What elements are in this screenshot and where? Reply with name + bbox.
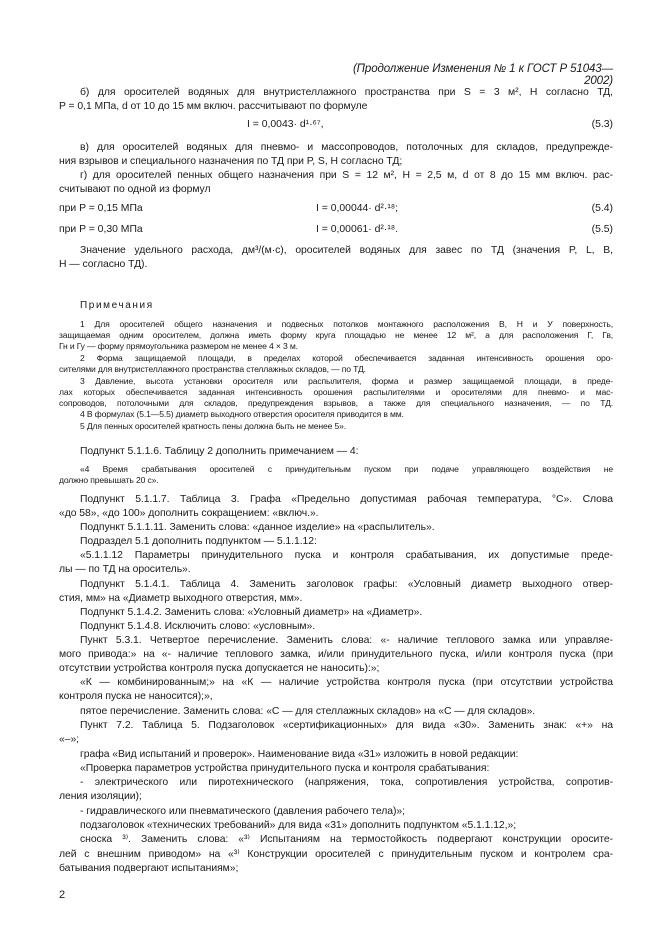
para-v-line-1: в) для оросителей водяных для пневмо- и массопроводов, потолочных для складов, предупрежде- xyxy=(80,142,613,153)
equation-number-5-4: (5.4) xyxy=(591,203,613,214)
formula-5-3: I = 0,0043· d¹·⁶⁷, xyxy=(247,119,324,130)
note-line: 1 Для оросителей общего назначения и подвесных потолков монтажного расположения В, Н и У поверхность, xyxy=(80,319,613,329)
specific-flow-line-2: H — согласно ТД). xyxy=(59,259,148,270)
body-line: Подпункт 5.1.4.8. Исключить слово: «условным». xyxy=(80,621,316,632)
formula-5-5: I = 0,00061· d²·¹⁸. xyxy=(316,224,399,235)
body-line: «К — комбинированным;» на «К — наличие устройства контроля пуска (при отсутствии устройства xyxy=(80,677,613,688)
para-g-line-2: считывают по одной из формул xyxy=(59,184,211,195)
document-header: (Продолжение Изменения № 1 к ГОСТ Р 51043—2002) xyxy=(352,63,613,87)
body-line: Пункт 7.2. Таблица 5. Подзаголовок «сертификационных» для вида «30». Заменить знак: «+» на xyxy=(80,720,613,731)
formula-5-4: I = 0,00044· d²·¹⁸; xyxy=(316,203,399,214)
body-line: Пункт 5.3.1. Четвертое перечисление. Заменить слова: «- наличие теплового замка или управляе- xyxy=(80,635,613,646)
page-number: 2 xyxy=(59,889,66,901)
note-line: 5 Для пенных оросителей кратность пены должна быть не менее 5». xyxy=(80,421,346,431)
body-line: - электрического или пиротехнического (напряжения, тока, сопротивления устройства, сопротив- xyxy=(80,777,613,788)
notes-title: Примечания xyxy=(80,300,154,311)
body-line: лей с внешним приводом» на «³⁾ Конструкции оросителей с принудительным пуском и контролем сра- xyxy=(59,849,613,860)
body-line: контроля пуска не наносится);», xyxy=(59,691,213,702)
note-line: защищаемая одним оросителем, должна иметь форму круга площадью не менее 12 м², а для расположения Г, Гв, xyxy=(59,330,613,340)
body-line: «Проверка параметров устройства принудительного пуска и контроля срабатывания: xyxy=(80,763,490,774)
para-b-line-1: б) для оросителей водяных для внутристеллажного пространства при S = 3 м², H согласно ТД, xyxy=(80,87,613,98)
body-line: - гидравлического или пневматического (давления рабочего тела)»; xyxy=(80,806,405,817)
body-line: Подпункт 5.1.1.7. Таблица 3. Графа «Предельно допустимая рабочая температура, °С». Слова xyxy=(80,494,613,505)
note-line: сопроводов, потолочными для складов, предупреждения взрывов, а также для специального назначения, — по ТД. xyxy=(59,398,613,408)
note-line: 3 Давление, высота установки оросителя или распылителя, форма и размер защищаемой площади, в преде- xyxy=(80,376,613,386)
body-line: графа «Вид испытаний и проверок». Наименование вида «31» изложить в новой редакции: xyxy=(80,749,519,760)
body-line: сноска ³⁾. Заменить слова: «³⁾ Испытаниям на термостойкость подвергают конструкции оросите- xyxy=(80,834,613,845)
body-line: «4 Время срабатывания оросителей с принудительным пуском при подаче управляющего воздействия не xyxy=(80,464,613,474)
note-line: лах которых обеспечивается заданная интенсивность орошения распылителями и оросителями для пневмо- и мас- xyxy=(59,387,613,397)
body-line: лы — по ТД на ороситель». xyxy=(59,564,191,575)
body-line: батывания подвергают испытаниям»; xyxy=(59,863,239,874)
body-line: пятое перечисление. Заменить слова: «С — для стеллажных складов» на «С — для складов». xyxy=(80,706,536,717)
body-line: отсутствии устройства контроля пуска допускается не наносить):»; xyxy=(59,663,380,674)
note-line: 4 В формулах (5.1—5.5) диаметр выходного отверстия оросителя приводится в мм. xyxy=(80,409,404,419)
body-line: «5.1.1.12 Параметры принудительного пуска и контроля срабатывания, их допустимые преде- xyxy=(80,550,613,561)
body-line: Подпункт 5.1.4.2. Заменить слова: «Условный диаметр» на «Диаметр». xyxy=(80,607,423,618)
note-line: сителями для внутристеллажного пространства стеллажных складов, — по ТД. xyxy=(59,364,366,374)
para-v-line-2: ния взрывов и специального назначения по ТД при P, S, H согласно ТД; xyxy=(59,156,403,167)
body-line: «до 58», «до 100» дополнить сокращением: «включ.». xyxy=(59,508,319,519)
formula-5-5-condition: при P = 0,30 МПа xyxy=(59,224,143,235)
body-line: Подпункт 5.1.1.6. Таблицу 2 дополнить примечанием — 4: xyxy=(80,446,359,457)
body-line: Подпункт 5.1.1.11. Заменить слова: «данное изделие» на «распылитель». xyxy=(80,522,435,533)
body-line: стия, мм» на «Диаметр выходного отверстия, мм». xyxy=(59,593,303,604)
equation-number-5-5: (5.5) xyxy=(591,224,613,235)
body-line: должно превышать 20 с». xyxy=(59,475,159,485)
body-line: подзаголовок «технических требований» для вида «31» дополнить подпунктом «5.1.1.12,»; xyxy=(80,820,517,831)
para-b-line-2: P = 0,1 МПа, d от 10 до 15 мм включ. рассчитывают по формуле xyxy=(59,101,368,112)
para-g-line-1: г) для оросителей пенных общего назначения при S = 12 м², H = 2,5 м, d от 8 до 15 мм включ. рас- xyxy=(80,170,613,181)
body-line: ления изоляции); xyxy=(59,791,142,802)
specific-flow-line-1: Значение удельного расхода, дм³/(м·с), оросителей водяных для завес по ТД (значения P, L, B, xyxy=(80,245,613,256)
body-line: Подраздел 5.1 дополнить подпунктом — 5.1.1.12: xyxy=(80,536,317,547)
equation-number-5-3: (5.3) xyxy=(591,119,613,130)
note-line: 2 Форма защищаемой площади, в пределах которой обеспечивается заданная интенсивность орошения оро- xyxy=(80,353,613,363)
body-line: «–»; xyxy=(59,734,80,745)
body-line: мого привода:» на «- наличие теплового замка, и/или принудительного пуска, и/или контроля пуска (при xyxy=(59,649,613,660)
note-line: Гн и Гу — форму прямоугольника размером не менее 4 × 3 м. xyxy=(59,341,298,351)
body-line: Подпункт 5.1.4.1. Таблица 4. Заменить заголовок графы: «Условный диаметр выходного отвер- xyxy=(80,579,613,590)
formula-5-4-condition: при P = 0,15 МПа xyxy=(59,203,143,214)
